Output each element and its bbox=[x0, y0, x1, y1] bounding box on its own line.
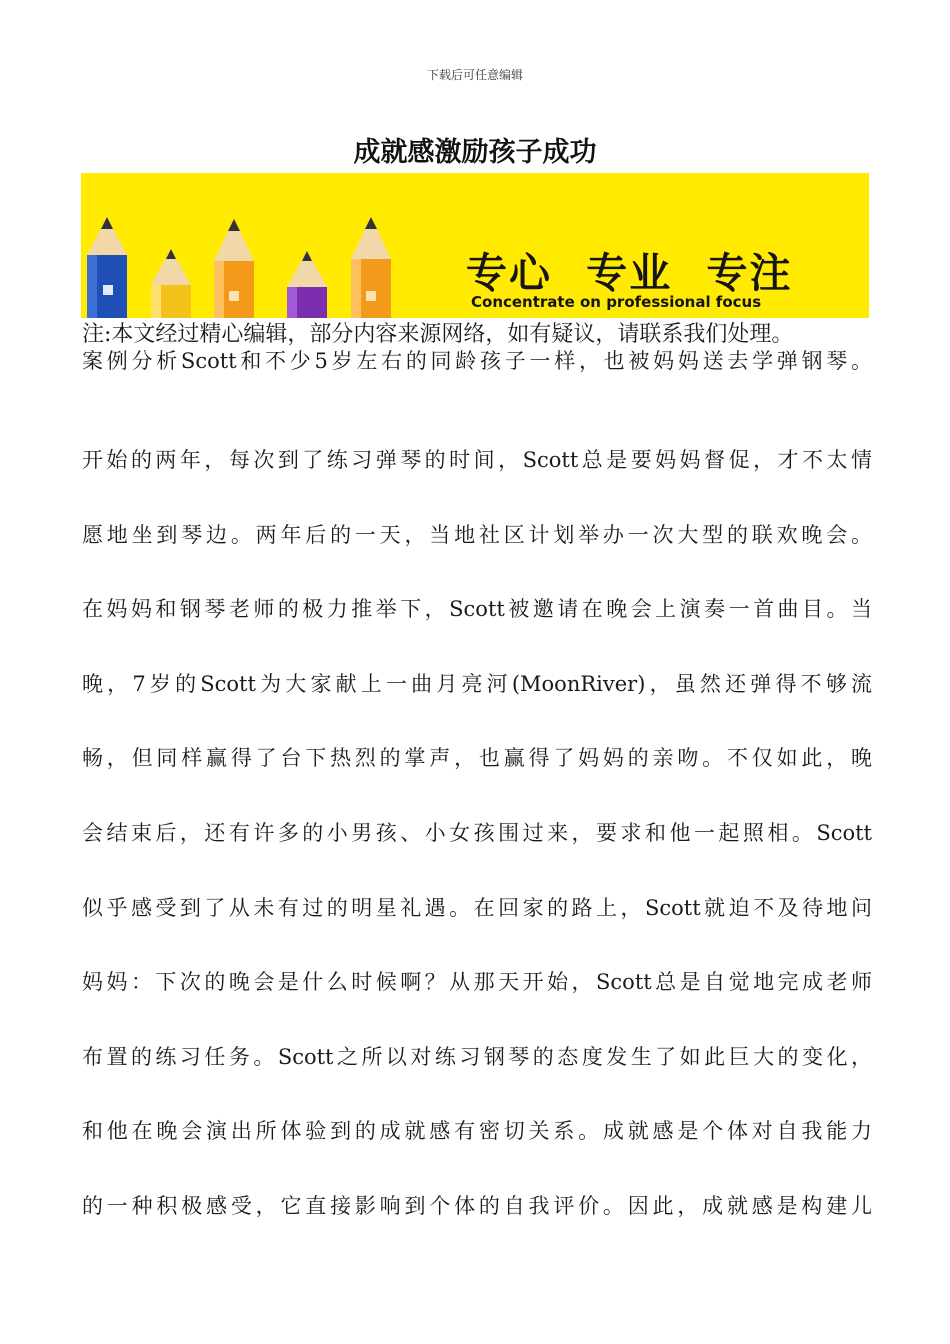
pencil-purple bbox=[287, 251, 327, 318]
body-line: 畅，但同样赢得了台下热烈的掌声，也赢得了妈妈的亲吻。不仅如此，晚 bbox=[82, 746, 872, 771]
page-title: 成就感激励孩子成功 bbox=[353, 137, 597, 168]
body-line: 在妈妈和钢琴老师的极力推举下，Scott被邀请在晚会上演奏一首曲目。当 bbox=[82, 597, 872, 622]
body-line: 开始的两年，每次到了练习弹琴的时间，Scott总是要妈妈督促，才不太情 bbox=[82, 448, 872, 472]
pencil-orange-2 bbox=[351, 217, 391, 318]
body-line: 布置的练习任务。Scott之所以对练习钢琴的态度发生了如此巨大的变化， bbox=[82, 1044, 872, 1069]
header-note: 下载后可任意编辑 bbox=[426, 68, 523, 82]
body-line: 妈妈：下次的晚会是什么时候啊？从那天开始，Scott总是自觉地完成老师 bbox=[82, 970, 872, 995]
banner-english-slogan: Concentrate on professional focus bbox=[471, 293, 762, 311]
pencil-orange-1 bbox=[214, 219, 254, 318]
body-line: 晚，7岁的Scott为大家献上一曲月亮河(MoonRiver)，虽然还弹得不够流 bbox=[82, 671, 872, 696]
editor-note: 注:本文经过精心编辑，部分内容来源网络，如有疑议，请联系我们处理。 bbox=[82, 322, 794, 347]
body-line: 愿地坐到琴边。两年后的一天，当地社区计划举办一次大型的联欢晚会。 bbox=[82, 522, 872, 547]
banner-chinese-slogan: 专心 专业 专注 bbox=[466, 249, 793, 297]
body-line: 的一种积极感受，它直接影响到个体的自我评价。因此，成就感是构建儿 bbox=[82, 1193, 872, 1218]
body-line: 案例分析Scott和不少5岁左右的同龄孩子一样，也被妈妈送去学弹钢琴。 bbox=[82, 349, 872, 373]
body-line: 和他在晚会演出所体验到的成就感有密切关系。成就感是个体对自我能力 bbox=[82, 1119, 872, 1144]
body-line: 似乎感受到了从未有过的明星礼遇。在回家的路上，Scott就迫不及待地问 bbox=[82, 895, 872, 920]
body-line: 会结束后，还有许多的小男孩、小女孩围过来，要求和他一起照相。Scott bbox=[82, 820, 872, 845]
article-body bbox=[82, 347, 872, 1244]
pencil-blue bbox=[87, 217, 127, 318]
pencil-yellow bbox=[151, 249, 191, 318]
